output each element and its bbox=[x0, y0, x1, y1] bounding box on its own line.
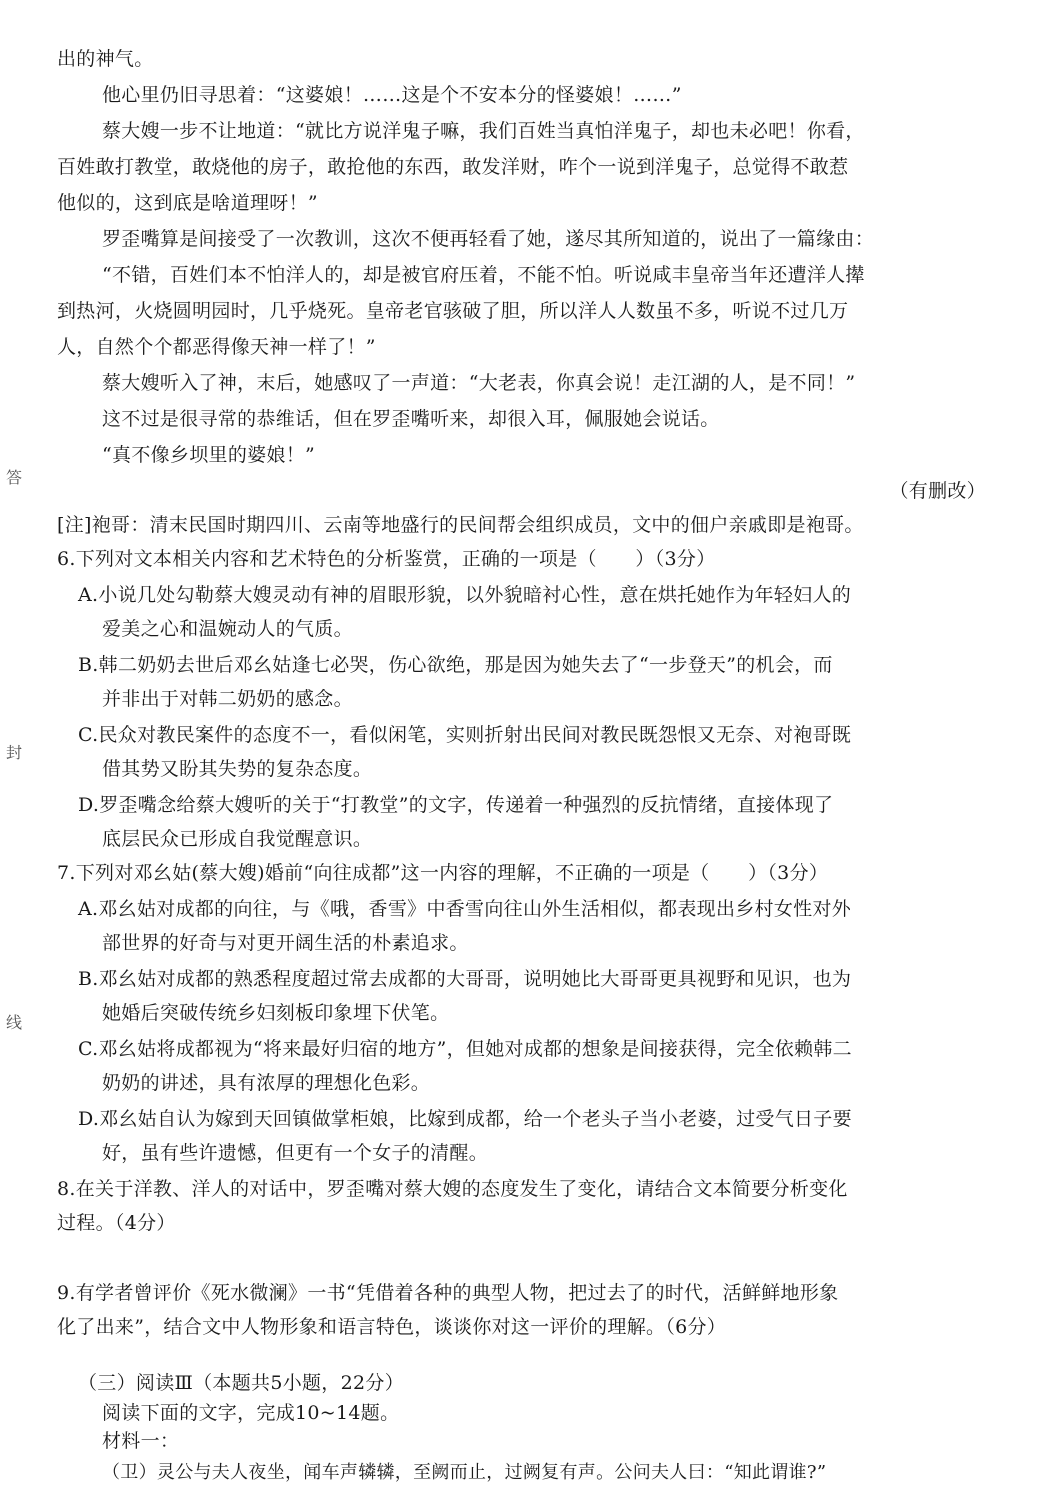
story-line: 到热河，火烧圆明园时，几乎烧死。皇帝老官骇破了胆，所以洋人人数虽不多，听说不过几万 bbox=[57, 300, 849, 322]
question-7-option-a: A.邓幺姑对成都的向往，与《哦，香雪》中香雪向往山外生活相似，都表现出乡村女性对外 bbox=[78, 898, 852, 920]
section-instruction: 阅读下面的文字，完成10~14题。 bbox=[102, 1402, 400, 1424]
margin-mark-line: 线 bbox=[6, 1013, 23, 1032]
question-8-stem: 8.在关于洋教、洋人的对话中，罗歪嘴对蔡大嫂的态度发生了变化，请结合文本简要分析变化 bbox=[57, 1178, 848, 1200]
question-9-stem-cont: 化了出来”，结合文中人物形象和语言特色，谈谈你对这一评价的理解。（6分） bbox=[57, 1316, 727, 1338]
question-7-option-c: C.邓幺姑将成都视为“将来最好归宿的地方”，但她对成都的想象是间接获得，完全依赖韩二 bbox=[78, 1038, 852, 1060]
question-6-option-b: B.韩二奶奶去世后邓幺姑逢七必哭，伤心欲绝，那是因为她失去了“一步登天”的机会，而 bbox=[78, 654, 833, 676]
story-line: “真不像乡坝里的婆娘！” bbox=[102, 444, 316, 466]
story-line: “不错，百姓们本不怕洋人的，却是被官府压着，不能不怕。听说咸丰皇帝当年还遭洋人撵 bbox=[102, 264, 865, 286]
question-6-stem: 6.下列对文本相关内容和艺术特色的分析鉴赏，正确的一项是（ ）（3分） bbox=[57, 548, 716, 570]
margin-mark-seal: 封 bbox=[6, 743, 23, 762]
story-line: 他似的，这到底是啥道理呀！” bbox=[57, 192, 318, 214]
section-heading: （三）阅读Ⅲ（本题共5小题，22分） bbox=[78, 1372, 404, 1394]
question-7-stem: 7.下列对邓幺姑(蔡大嫂)婚前“向往成都”这一内容的理解，不正确的一项是（ ）（3分） bbox=[57, 862, 829, 884]
story-line: 罗歪嘴算是间接受了一次教训，这次不便再轻看了她，遂尽其所知道的，说出了一篇缘由： bbox=[102, 228, 875, 250]
question-7-option-d-cont: 好，虽有些许遗憾，但更有一个女子的清醒。 bbox=[102, 1142, 489, 1164]
question-7-option-c-cont: 奶奶的讲述，具有浓厚的理想化色彩。 bbox=[102, 1072, 431, 1094]
annotation: [注]袍哥：清末民国时期四川、云南等地盛行的民间帮会组织成员，文中的佃户亲戚即是袍哥。 bbox=[57, 514, 864, 536]
story-line: 他心里仍旧寻思着：“这婆娘！……这是个不安本分的怪婆娘！……” bbox=[102, 84, 682, 106]
question-7-option-b-cont: 她婚后突破传统乡妇刻板印象埋下伏笔。 bbox=[102, 1002, 450, 1024]
question-6-option-b-cont: 并非出于对韩二奶奶的感念。 bbox=[102, 688, 353, 710]
story-line: 出的神气。 bbox=[57, 48, 154, 70]
question-7-option-b: B.邓幺姑对成都的熟悉程度超过常去成都的大哥哥，说明她比大哥哥更具视野和见识，也为 bbox=[78, 968, 852, 990]
story-line: 蔡大嫂一步不让地道：“就比方说洋鬼子嘛，我们百姓当真怕洋鬼子，却也未必吧！你看， bbox=[102, 120, 865, 142]
story-line: 百姓敢打教堂，敢烧他的房子，敢抢他的东西，敢发洋财，咋个一说到洋鬼子，总觉得不敢惹 bbox=[57, 156, 849, 178]
question-6-option-c-cont: 借其势又盼其失势的复杂态度。 bbox=[102, 758, 373, 780]
story-line: 蔡大嫂听入了神，末后，她感叹了一声道：“大老表，你真会说！走江湖的人，是不同！” bbox=[102, 372, 856, 394]
story-line: 这不过是很寻常的恭维话，但在罗歪嘴听来，却很入耳，佩服她会说话。 bbox=[102, 408, 720, 430]
question-6-option-d: D.罗歪嘴念给蔡大嫂听的关于“打教堂”的文字，传递着一种强烈的反抗情绪，直接体现了 bbox=[78, 794, 834, 816]
question-9-stem: 9.有学者曾评价《死水微澜》一书“凭借着各种的典型人物，把过去了的时代，活鲜鲜地形象 bbox=[57, 1282, 839, 1304]
question-7-option-d: D.邓幺姑自认为嫁到天回镇做掌柜娘，比嫁到成都，给一个老头子当小老婆，过受气日子要 bbox=[78, 1108, 852, 1130]
story-line: 人，自然个个都恶得像天神一样了！” bbox=[57, 336, 376, 358]
question-7-option-a-cont: 部世界的好奇与对更开阔生活的朴素追求。 bbox=[102, 932, 469, 954]
question-6-option-a-cont: 爱美之心和温婉动人的气质。 bbox=[102, 618, 353, 640]
question-6-option-c: C.民众对教民案件的态度不一，看似闲笔，实则折射出民间对教民既怨恨又无奈、对袍哥既 bbox=[78, 724, 852, 746]
material-label: 材料一： bbox=[102, 1430, 180, 1452]
material-line: （卫）灵公与夫人夜坐，闻车声辚辚，至阙而止，过阙复有声。公问夫人曰：“知此谓谁?” bbox=[102, 1462, 827, 1483]
question-6-option-d-cont: 底层民众已形成自我觉醒意识。 bbox=[102, 828, 373, 850]
source-note: （有删改） bbox=[889, 480, 986, 502]
margin-mark-answer: 答 bbox=[6, 468, 23, 487]
question-8-stem-cont: 过程。（4分） bbox=[57, 1212, 176, 1234]
question-6-option-a: A.小说几处勾勒蔡大嫂灵动有神的眉眼形貌，以外貌暗衬心性，意在烘托她作为年轻妇人的 bbox=[78, 584, 852, 606]
